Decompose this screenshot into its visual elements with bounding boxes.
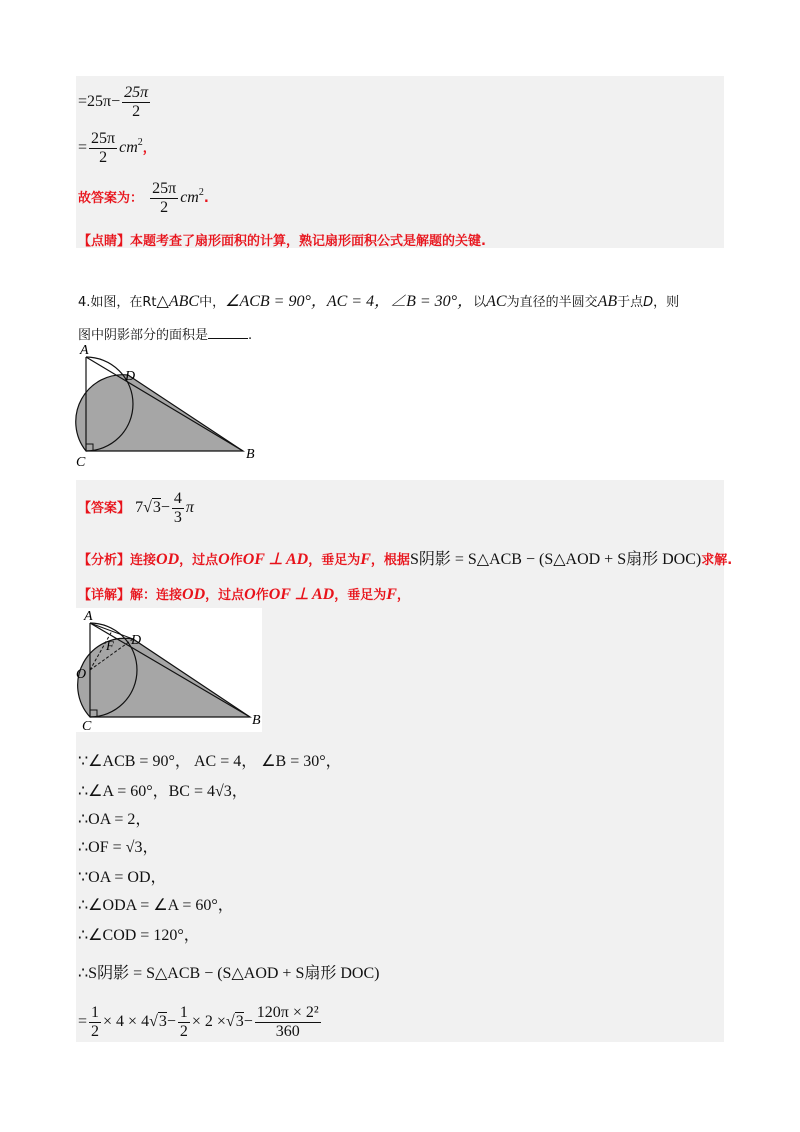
question-line-1: 4.如图，在Rt△ABC中，∠ACB = 90°，AC = 4，∠B = 30°，以AC为直径的半圆交AB于点D，则 <box>78 293 680 310</box>
step-7: ∴∠COD = 120°， <box>78 927 200 944</box>
answer-line: 故答案为： $\frac{25\pi}{2}$ $cm^2$. <box>78 180 209 216</box>
figure-2 <box>76 608 262 732</box>
shaded-region <box>76 375 243 451</box>
eq-line-2: = $\frac{25\pi}{2}$ $cm^2$， <box>78 130 156 166</box>
label-a: A <box>80 343 89 358</box>
question-line-2: 图中阴影部分的面积是 . <box>78 328 253 343</box>
step-5: ∵OA = OD， <box>78 869 167 886</box>
label-d: D <box>125 369 136 384</box>
step-1: ∵∠ACB = 90°， AC = 4， ∠B = 30°， <box>78 753 342 770</box>
shaded-region <box>78 638 250 717</box>
label-f: F <box>106 638 114 653</box>
detail-row: 【详解】解：连接OD，过点O作OF ⊥ AD，垂足为F， <box>78 586 410 603</box>
prev-solution-panel <box>76 76 724 248</box>
answer-blank <box>208 338 248 339</box>
step-4: ∴OF = √3， <box>78 839 159 856</box>
label-d: D <box>131 633 142 648</box>
answer-row: 【答案】 7√3− $\frac{4}{3}$ π <box>78 490 194 526</box>
step-3: ∴OA = 2， <box>78 811 152 828</box>
label-b: B <box>246 447 255 462</box>
label-b: B <box>252 713 261 728</box>
label-o: O <box>76 667 87 682</box>
dianjing-note: 【点睛】本题考查了扇形面积的计算，熟记扇形面积公式是解题的关键. <box>78 234 486 249</box>
step-2: ∴∠A = 60°，BC = 4√3， <box>78 783 248 800</box>
final-expression: = $\frac{1}{2}$ × 4 × 4√3− $\frac{1}{2}$ × 2 ×√3− $\frac{\text{120π × 2²}}{360}$ <box>78 1004 319 1040</box>
analysis-row: 【分析】连接OD，过点O作OF ⊥ AD，垂足为F，根据S阴影 = S△ACB − (S△AOD + S扇形 DOC)求解. <box>78 551 733 568</box>
figure-1 <box>70 340 270 470</box>
eq-line-1: =25π− $\frac{25\pi}{2}$ <box>78 84 149 120</box>
step-6: ∴∠ODA = ∠A = 60°， <box>78 897 234 914</box>
step-8: ∴S阴影 = S△ACB − (S△AOD + S扇形 DOC) <box>78 965 380 982</box>
label-a: A <box>84 609 93 624</box>
label-c: C <box>82 719 92 732</box>
label-c: C <box>76 455 86 470</box>
